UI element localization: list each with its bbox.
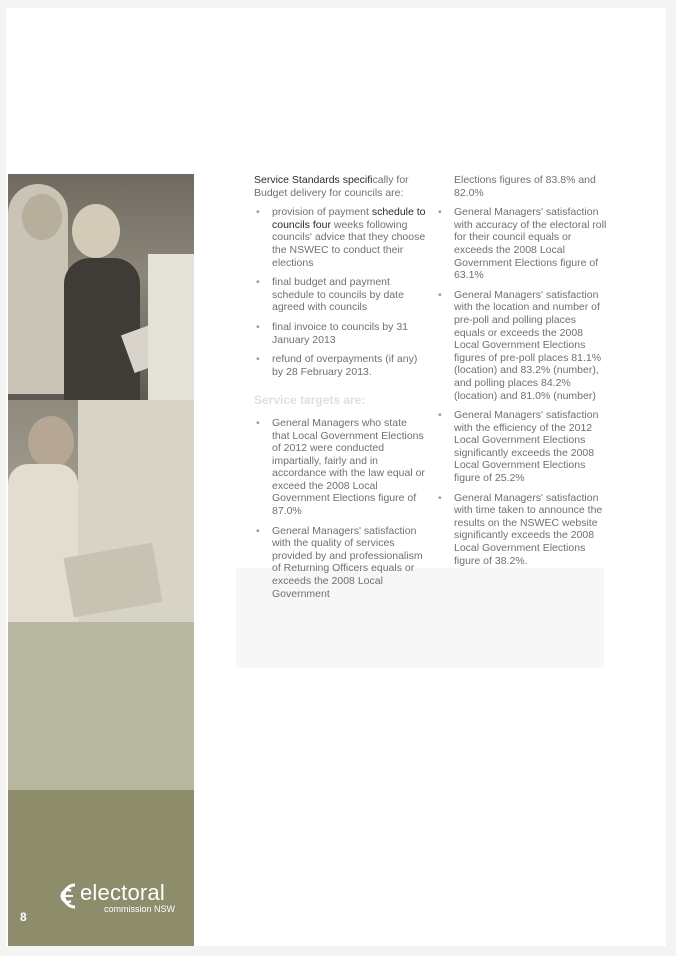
intro-rest: cally for Budget delivery for councils are: — [254, 174, 409, 199]
service-targets-heading: Service targets are: — [254, 393, 366, 408]
list-item: • final budget and payment schedule to councils by date agreed with councils — [254, 276, 426, 314]
budget-delivery-list — [254, 206, 426, 378]
sidebar-photo-strip — [8, 174, 194, 946]
text-column-right — [436, 174, 608, 574]
list-item: • refund of overpayments (if any) by 28 February 2013. — [254, 353, 426, 378]
photo-voters-standing — [8, 174, 194, 400]
show-through-heading — [330, 72, 630, 92]
sidebar-band-light — [8, 622, 194, 790]
page-number: 8 — [20, 910, 27, 924]
logo-subtitle: commission NSW — [104, 904, 176, 914]
logo-wordmark: electoral — [80, 880, 165, 905]
list-item: • General Managers' satisfaction with the location and number of pre-poll and polling places equals or exceeds the 2008 Local Government Elections figures of pre-poll places 81.1% (location) and 83.2% (number), and polling places 84.2% (location) and 81.0% (number) — [436, 289, 608, 402]
list-item: • General Managers' satisfaction with the efficiency of the 2012 Local Government Elections significantly exceeds the 2008 Local Government Elections figure of 25.2% — [436, 409, 608, 485]
logo-e-icon — [58, 882, 78, 910]
list-item: • final invoice to councils by 31 January 2013 — [254, 321, 426, 346]
continued-text: Elections figures of 83.8% and 82.0% — [454, 174, 596, 199]
service-targets-list-continued — [436, 206, 608, 567]
list-item: • General Managers' satisfaction with accuracy of the electoral roll for their council equals or exceeds the 2008 Local Government Elections figure of 63.1% — [436, 206, 608, 282]
list-item: • General Managers' satisfaction with time taken to announce the results on the NSWEC website significantly exceeds the 2008 Local Government Elections figure of 38.2%. — [436, 492, 608, 568]
photo-voter-booth — [8, 400, 194, 622]
intro-paragraph — [254, 174, 426, 199]
service-targets-list — [254, 417, 426, 600]
sidebar-band-dark — [8, 790, 194, 946]
list-item: • General Managers' satisfaction with the quality of services provided by and professionalism of Returning Officers equals or exceeds the 2008 Local Government — [254, 525, 426, 601]
list-item: • provision of payment schedule to councils four weeks following councils' advice that they choose the NSWEC to conduct their elections — [254, 206, 426, 269]
intro-bold: Service Standards specifi — [254, 174, 373, 186]
text-column-left — [254, 174, 426, 607]
list-item: • General Managers who state that Local Government Elections of 2012 were conducted impartially, fairly and in accordance with the law equal or exceed the 2008 Local Government Elections figure of 87.0% — [254, 417, 426, 518]
